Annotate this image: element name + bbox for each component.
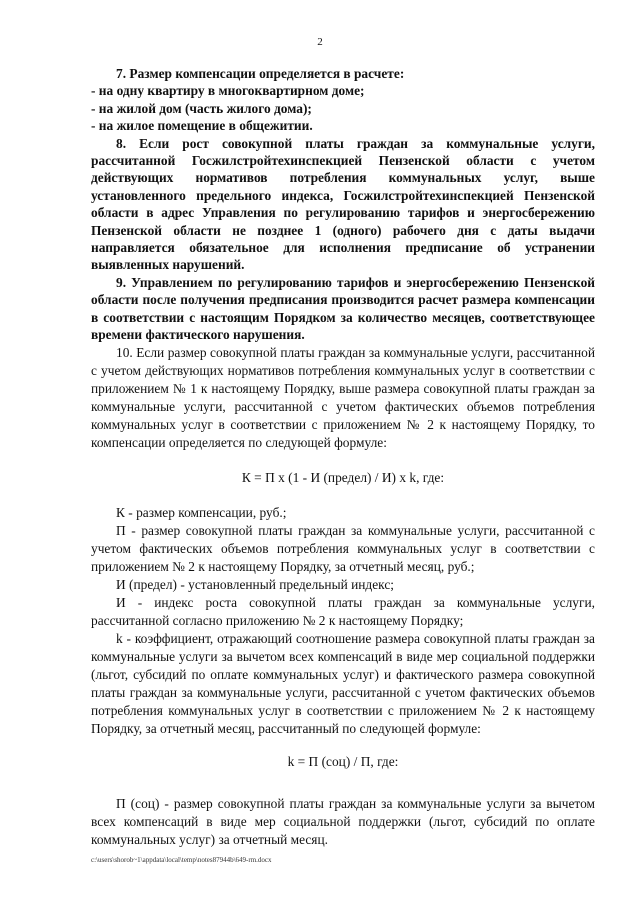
definition-item: П - размер совокупной платы граждан за коммунальные услуги, рассчитанной с учетом фактических объемов потребления коммунальных услуг в соответствии с приложением № 2 к настоящему Порядку, за отчетный месяц, руб.; [91,522,595,574]
list-item: - на одну квартиру в многоквартирном доме; [91,83,365,99]
file-path-footer: c:\users\shorob~1\appdata\local\temp\notes87944b\649-rm.docx [91,856,272,864]
list-item: - на жилой дом (часть жилого дома); [91,100,312,116]
definition-item: П (соц) - размер совокупной платы граждан за коммунальные услуги за вычетом всех компенсаций в виде мер социальной поддержки (льгот, субсидий по оплате коммунальных услуг) за отчетный месяц. [91,795,595,847]
definition-item: И (предел) - установленный предельный индекс; [116,576,395,592]
formula-compensation: К = П х (1 - И (предел) / И) х k, где: [241,469,445,485]
paragraph-8: 8. Если рост совокупной платы граждан за коммунальные услуги, рассчитанной Госжилстройтехинспекцией Пензенской области с учетом действующих нормативов потребления коммунальных услуг, выше установленного предельного индекса, Госжилстройтехинспекцией Пензенской области в адрес Управления по регулированию тарифов и энергосбережению Пензенской области не позднее 1 (одного) рабочего дня с даты выдачи направляется обязательное для исполнения предписание об устранении выявленных нарушений. [91,135,595,273]
document-body [91,65,595,849]
page-number: 2 [317,36,323,48]
definition-item: k - коэффициент, отражающий соотношение размера совокупной платы граждан за коммунальные услуги за вычетом всех компенсаций в виде мер социальной поддержки (льгот, субсидий по оплате коммунальных услуг) и фактического размера совокупной платы граждан за коммунальные услуги, рассчитанной с учетом фактических объемов потребления коммунальных услуг в соответствии с приложением № 2 к настоящему Порядку, за отчетный месяц, рассчитанный по следующей формуле: [91,630,595,736]
definition-item: И - индекс роста совокупной платы граждан за коммунальные услуги, рассчитанной согласно приложению № 2 к настоящему Порядку; [91,594,595,628]
paragraph-10: 10. Если размер совокупной платы граждан за коммунальные услуги, рассчитанной с учетом действующих нормативов потребления коммунальных услуг в соответствии с приложением № 1 к настоящему Порядку, выше размера совокупной платы граждан за коммунальные услуги, рассчитанной с учетом фактических объемов потребления коммунальных услуг в соответствии с приложением № 2 к настоящему Порядку, то компенсации определяется по следующей формуле: [91,344,595,450]
list-item: - на жилое помещение в общежитии. [91,118,313,134]
formula-coefficient: k = П (соц) / П, где: [287,753,399,769]
paragraph-9: 9. Управлением по регулированию тарифов и энергосбережению Пензенской области после получения предписания производится расчет размера компенсации в соответствии с настоящим Порядком за количество месяцев, соответствующее времени фактического нарушения. [91,274,595,343]
section-points-7-9 [91,65,595,344]
definition-item: К - размер компенсации, руб.; [116,504,287,520]
section-point-10 [91,344,595,849]
paragraph-7: 7. Размер компенсации определяется в расчете: [116,66,405,81]
